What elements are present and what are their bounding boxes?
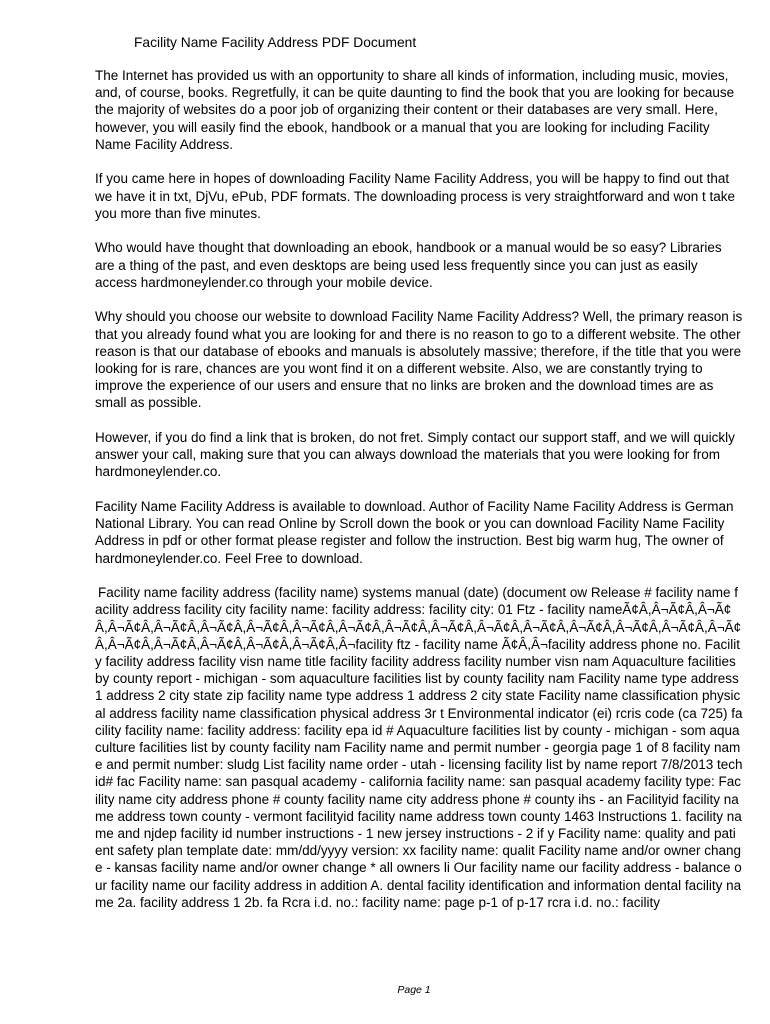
document-body — [95, 67, 743, 928]
page-number — [0, 983, 770, 997]
document-title: Facility Name Facility Address PDF Document — [134, 35, 417, 50]
paragraph-broken-links: However, if you do find a link that is broken, do not fret. Simply contact our support staff, and we will quickly answer your call, making sure that you can always download the materials that you were looking for from hardmoneylender.co. — [95, 430, 735, 480]
paragraph-download-formats: If you came here in hopes of downloading Facility Name Facility Address, you will be happy to find out that we have it in txt, DjVu, ePub, PDF formats. The downloading process is very straightforward and won t take you more than five minutes. — [95, 171, 736, 221]
keywords-paragraph — [95, 584, 743, 911]
paragraph-intro: The Internet has provided us with an opportunity to share all kinds of information, including music, movies, and, of course, books. Regretfully, it can be quite daunting to find the book that you are looking for because the majority of websites do a poor job of organizing their content or their databases are very small. Here, however, you will easily find the ebook, handbook or a manual that you are looking for including Facility Name Facility Address. — [95, 68, 735, 152]
paragraph-easy-download: Who would have thought that downloading an ebook, handbook or a manual would be so easy? Libraries are a thing of the past, and even desktops are being used less frequently since you can just as easily access hardmoneylender.co through your mobile device. — [95, 240, 722, 290]
page-number-label: Page 1 — [397, 984, 431, 996]
paragraph-availability: Facility Name Facility Address is available to download. Author of Facility Name Facility Address is German National Library. You can read Online by Scroll down the book or you can download Facility Name Facility Address in pdf or other format please register and follow the instruction. Best big warm hug, The owner of hardmoneylender.co. Feel Free to download. — [95, 499, 734, 566]
paragraph-why-choose: Why should you choose our website to download Facility Name Facility Address? Well, the primary reason is that you already found what you are looking for and there is no reason to go to a different website. The other reason is that our database of ebooks and manuals is absolutely massive; therefore, if the title that you were looking for is rare, chances are you wont find it on a different website. Also, we are constantly trying to improve the experience of our users and ensure that no links are broken and the download times are as small as possible. — [95, 309, 743, 411]
keywords-text: Facility name facility address (facility name) systems manual (date) (document ow Release # facility name facility address facility city facility name: facility address: facility city: 01 Ftz - facility nameÃ¢Â,Â¬Ã¢Â,Â¬Ã¢Â,Â¬Ã¢Â,Â¬Ã¢Â,Â¬Ã¢Â,Â¬Ã¢Â,Â¬Ã¢Â,Â¬Ã¢Â,Â¬Ã¢Â,Â¬Ã¢Â,Â¬Ã¢Â,Â¬Ã¢Â,Â¬Ã¢Â,Â¬Ã¢Â,Â¬Ã¢Â,Â¬Ã¢Â,Â¬Ã¢Â,Â¬Ã¢Â,Â¬Ã¢Â,Â¬Ã¢Â,Â¬Ã¢Â,Â¬facility ftz - facility name Ã¢Â,Â¬facility address phone no. Facility facility address facility visn name title facility facility address facility number visn nam Aquaculture facilities by county report - michigan - som aquaculture facilities list by county facility nam Facility name type address 1 address 2 city state zip facility name type address 1 address 2 city state Facility name classification physical address facility name classification physical address 3r t Environmental indicator (ei) rcris code (ca 725) facility facility name: facility address: facility epa id # Aquaculture facilities list by county - michigan - som aquaculture facilities list by county facility nam Facility name and permit number - georgia page 1 of 8 facility name and permit number: sludg List facility name order - utah - licensing facility list by name report 7/8/2013 tech id# fac Facility name: san pasqual academy - california facility name: san pasqual academy facility type: Facility name city address phone # county facility name city address phone # county ihs - an Facilityid facility name address town county - vermont facilityid facility name address town county 1463 Instructions 1. facility name and njdep facility id number instructions - 1 new jersey instructions - 2 if y Facility name: quality and patient safety plan template date: mm/dd/yyyy version: xx facility name: qualit Facility name and/or owner change - kansas facility name and/or owner change * all owners li Our facility name our facility address - balance our facility name our facility address in addition A. dental facility identification and information dental facility name 2a. facility address 1 2b. fa Rcra i.d. no.: facility name: page p-1 of p-17 rcra i.d. no.: facility — [95, 585, 743, 910]
